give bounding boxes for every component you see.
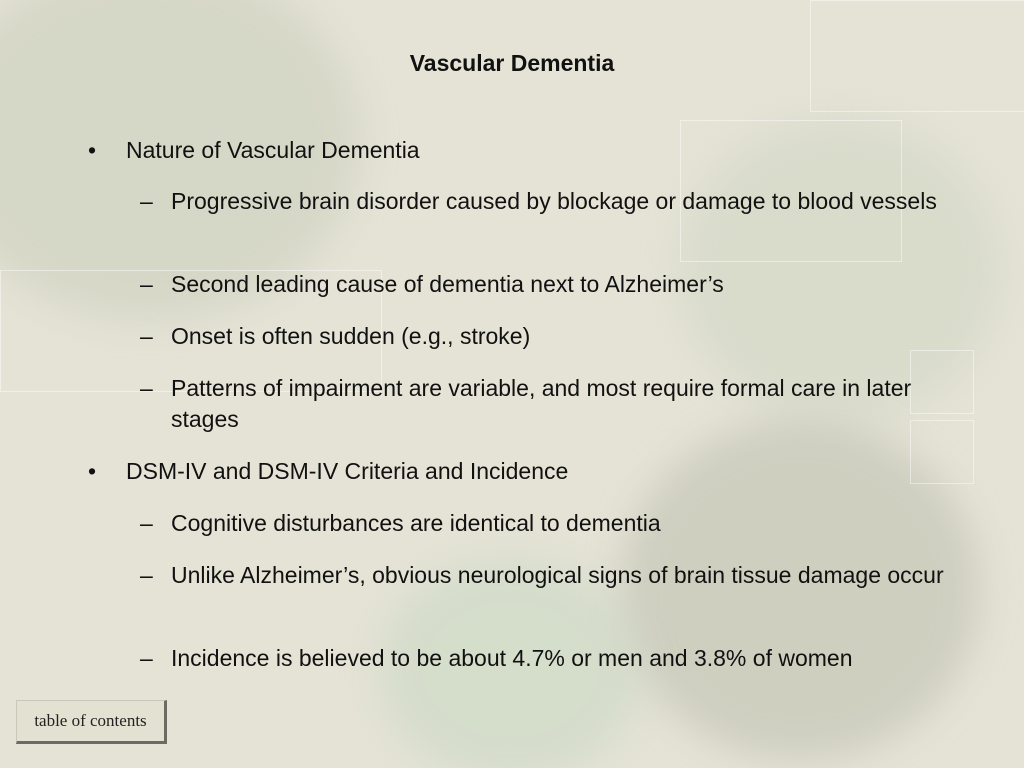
dash-marker: – (140, 271, 153, 297)
dash-marker: – (140, 188, 153, 214)
bullet-text: Nature of Vascular Dementia (126, 137, 420, 163)
sub-bullet-text: Progressive brain disorder caused by blockage or damage to blood vessels (171, 188, 937, 214)
dash-marker: – (140, 323, 153, 349)
dash-marker: – (140, 645, 153, 671)
dash-marker: – (140, 510, 153, 536)
sub-bullet-item (140, 321, 961, 352)
sub-bullet-item (140, 373, 961, 435)
sub-bullet-text: Incidence is believed to be about 4.7% or men and 3.8% of women (171, 645, 853, 671)
sub-bullet-item (140, 508, 961, 539)
sub-bullet-text: Cognitive disturbances are identical to dementia (171, 510, 661, 536)
bullet-marker: • (87, 137, 97, 163)
sub-bullet-item (140, 560, 961, 591)
sub-bullet-item (140, 643, 961, 674)
sub-bullet-text: Unlike Alzheimer’s, obvious neurological signs of brain tissue damage occur (171, 562, 944, 588)
sub-bullet-item (140, 186, 961, 217)
bullet-marker: • (87, 458, 97, 484)
sub-bullet-item (140, 269, 961, 300)
bullet-item (87, 456, 946, 487)
dash-marker: – (140, 375, 153, 401)
sub-bullet-text: Second leading cause of dementia next to Alzheimer’s (171, 271, 724, 297)
slide-title: Vascular Dementia (409, 50, 615, 76)
bullet-item (87, 135, 946, 166)
dash-marker: – (140, 562, 153, 588)
sub-bullet-text: Onset is often sudden (e.g., stroke) (171, 323, 531, 349)
bullet-text: DSM-IV and DSM-IV Criteria and Incidence (126, 458, 569, 484)
sub-bullet-text: Patterns of impairment are variable, and most require formal care in later stages (171, 375, 912, 432)
table-of-contents-button[interactable]: table of contents (16, 700, 167, 744)
